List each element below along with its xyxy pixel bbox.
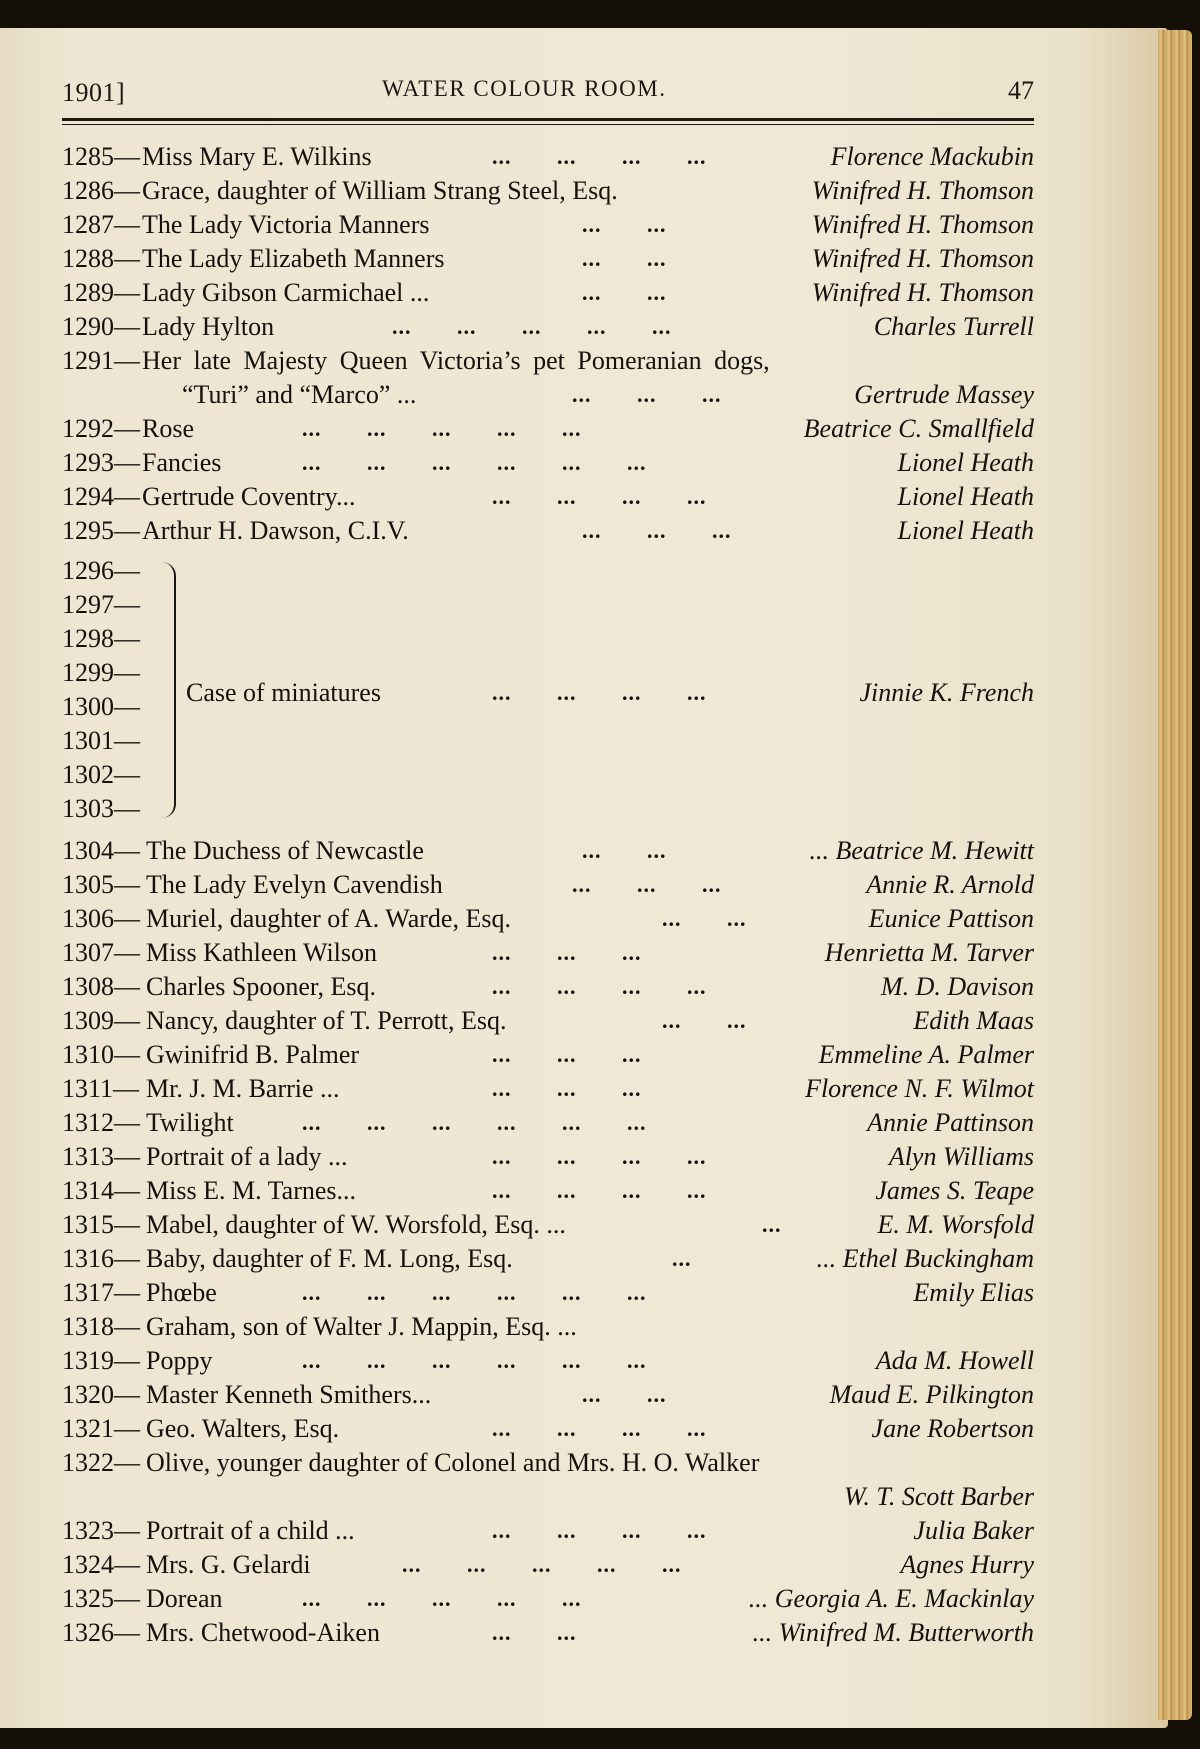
entry-number: 1289— [62,278,140,307]
catalogue-entry [62,1174,1034,1207]
leader-dots: ... ... ... ... ... [402,1552,682,1577]
leader-dots: ... ... ... ... ... ... [302,1348,647,1373]
entry-number: 1306— [62,904,140,933]
entry-artist: ... Ethel Buckingham [816,1244,1034,1273]
entry-title: Fancies [142,448,222,477]
catalogue-entry [62,276,1034,309]
entry-number: 1310— [62,1040,140,1069]
entry-title: Gwinifrid B. Palmer [146,1040,360,1069]
entry-number: 1313— [62,1142,140,1171]
entry-title: Nancy, daughter of T. Perrott, Esq. [146,1006,507,1035]
entry-title: Miss Mary E. Wilkins [142,142,372,171]
entry-number: 1305— [62,870,140,899]
group-number: 1298— [62,624,140,653]
group-number: 1296— [62,556,140,585]
entry-title: The Duchess of Newcastle [146,836,424,865]
entry-artist: Florence N. F. Wilmot [805,1074,1034,1103]
group-number: 1299— [62,658,140,687]
entry-artist: Winifred H. Thomson [811,176,1034,205]
group-entry [62,676,1034,709]
entry-artist: Winifred H. Thomson [811,278,1034,307]
entry-title: Lady Gibson Carmichael ... [142,278,430,307]
catalogue-entry [62,936,1034,969]
entry-number: 1317— [62,1278,140,1307]
group-number: 1303— [62,794,140,823]
entry-title: Her late Majesty Queen Victoria’s pet Pomeranian dogs, [142,346,770,375]
entry-artist: Henrietta M. Tarver [824,938,1034,967]
entry-number: 1304— [62,836,140,865]
group-number: 1302— [62,760,140,789]
leader-dots: ... ... ... ... ... ... [302,450,647,475]
leader-dots: ... ... [662,906,747,931]
leader-dots: ... ... [582,1382,667,1407]
entry-number: 1322— [62,1448,140,1477]
catalogue-entry [62,174,1034,207]
page-number: 47 [1008,76,1034,105]
leader-dots: ... ... ... [582,518,732,543]
entry-artist: Annie R. Arnold [866,870,1034,899]
header-title: WATER COLOUR ROOM. [382,76,667,101]
catalogue-entry [62,1514,1034,1547]
leader-dots: ... ... ... ... [492,680,707,705]
group-number: 1297— [62,590,140,619]
entry-artist: Annie Pattinson [867,1108,1034,1137]
entry-number: 1315— [62,1210,140,1239]
catalogue-entry [62,1072,1034,1105]
catalogue-entry [62,140,1034,173]
entry-title: Mrs. Chetwood-Aiken [146,1618,380,1647]
entry-title: Miss Kathleen Wilson [146,938,378,967]
entry-number: 1316— [62,1244,140,1273]
catalogue-entry [62,1412,1034,1445]
entry-number: 1308— [62,972,140,1001]
leader-dots: ... ... ... ... [492,1518,707,1543]
entry-artist: M. D. Davison [880,972,1034,1001]
entry-title: Poppy [146,1346,213,1375]
catalogue-entry [62,902,1034,935]
entry-artist: Ada M. Howell [875,1346,1034,1375]
catalogue-entry [62,1242,1034,1275]
leader-dots: ... ... [492,1620,577,1645]
entry-number: 1325— [62,1584,140,1613]
leader-dots: ... ... ... ... [492,1144,707,1169]
entry-number: 1286— [62,176,140,205]
entry-title: Portrait of a lady ... [146,1142,348,1171]
entry-title: Lady Hylton [142,312,275,341]
entry-artist: Julia Baker [913,1516,1034,1545]
entry-title: Rose [142,414,194,443]
entry-title: Phœbe [146,1278,217,1307]
catalogue-entry [62,1106,1034,1139]
leader-dots: ... ... ... [572,872,722,897]
catalogue-entry [62,1582,1034,1615]
header-rule-thin [62,124,1034,125]
leader-dots: ... ... ... ... ... [302,416,582,441]
entry-artist: Agnes Hurry [900,1550,1034,1579]
catalogue-entry [62,1310,1034,1343]
entry-artist: ... Georgia A. E. Mackinlay [748,1584,1034,1613]
entry-artist: Charles Turrell [873,312,1034,341]
entry-title: Geo. Walters, Esq. [146,1414,340,1443]
entry-artist: Jane Robertson [871,1414,1034,1443]
entry-number: 1323— [62,1516,140,1545]
catalogue-entry [62,310,1034,343]
entry-artist: Emily Elias [913,1278,1034,1307]
entry-title: Mrs. G. Gelardi [146,1550,311,1579]
entry-artist: ... Winifred M. Butterworth [752,1618,1034,1647]
catalogue-entry [62,1038,1034,1071]
entry-number: 1326— [62,1618,140,1647]
entry-artist: Winifred H. Thomson [811,210,1034,239]
entry-artist: Maud E. Pilkington [829,1380,1034,1409]
catalogue-entry [62,242,1034,275]
entry-title: Grace, daughter of William Strang Steel, Esq. [142,176,618,205]
entry-artist: Alyn Williams [888,1142,1034,1171]
entry-artist: Beatrice C. Smallfield [803,414,1034,443]
entry-artist: Lionel Heath [897,516,1034,545]
catalogue-entry [62,1616,1034,1649]
entry-number: 1318— [62,1312,140,1341]
entry-artist: Lionel Heath [897,448,1034,477]
catalogue-entry [62,446,1034,479]
catalogue-entry [62,208,1034,241]
catalogue-entry-continued [62,378,1034,411]
entry-artist: Emmeline A. Palmer [818,1040,1034,1069]
entry-number: 1321— [62,1414,140,1443]
leader-dots: ... ... ... [492,1042,642,1067]
entry-title: Baby, daughter of F. M. Long, Esq. [146,1244,513,1273]
leader-dots: ... ... ... ... [492,144,707,169]
leader-dots: ... ... ... ... ... [392,314,672,339]
entry-title: Gertrude Coventry... [142,482,356,511]
catalogue-entry [62,1378,1034,1411]
entry-title: The Lady Evelyn Cavendish [146,870,443,899]
entry-number: 1312— [62,1108,140,1137]
group-artist: Jinnie K. French [859,678,1034,707]
entry-title: Charles Spooner, Esq. [146,972,377,1001]
entry-number: 1287— [62,210,140,239]
leader-dots: ... ... ... ... [492,1178,707,1203]
entry-artist: James S. Teape [875,1176,1034,1205]
entry-number: 1285— [62,142,140,171]
entry-title: The Lady Victoria Manners [142,210,430,239]
leader-dots: ... ... ... ... ... ... [302,1110,647,1135]
page-edges [1158,30,1192,1720]
entry-artist: Florence Mackubin [830,142,1034,171]
leader-dots: ... ... [582,280,667,305]
leader-dots: ... ... [582,212,667,237]
entry-artist: Lionel Heath [897,482,1034,511]
entry-artist: W. T. Scott Barber [844,1482,1034,1511]
catalogue-entry [62,868,1034,901]
entry-number: 1293— [62,448,140,477]
entry-number: 1320— [62,1380,140,1409]
entry-title: The Lady Elizabeth Manners [142,244,445,273]
running-header [62,70,1036,106]
catalogue-entry [62,1004,1034,1037]
leader-dots: ... ... ... [572,382,722,407]
entry-title: Twilight [146,1108,234,1137]
leader-dots: ... ... ... [492,1076,642,1101]
entry-number: 1294— [62,482,140,511]
entry-title: Miss E. M. Tarnes... [146,1176,357,1205]
entry-number: 1295— [62,516,140,545]
entry-number: 1291— [62,346,140,375]
catalogue-entry [62,480,1034,513]
catalogue-entry [62,344,1034,377]
leader-dots: ... ... [662,1008,747,1033]
catalogue-entry [62,1344,1034,1377]
entry-number: 1290— [62,312,140,341]
leader-dots: ... ... ... ... [492,484,707,509]
catalogue-entry [62,1548,1034,1581]
entry-title: Dorean [146,1584,223,1613]
entry-number: 1307— [62,938,140,967]
entry-title: Olive, younger daughter of Colonel and Mrs. H. O. Walker [146,1448,760,1477]
entry-title-continued: “Turi” and “Marco” ... [182,380,417,409]
leader-dots: ... ... [582,838,667,863]
entry-number: 1292— [62,414,140,443]
catalogue-entry-continued [62,1480,1034,1513]
catalogue-entry [62,412,1034,445]
leader-dots: ... ... ... ... [492,1416,707,1441]
entry-number: 1319— [62,1346,140,1375]
leader-dots: ... [672,1246,692,1271]
leader-dots: ... [762,1212,782,1237]
entry-title: Mr. J. M. Barrie ... [146,1074,340,1103]
group-number: 1300— [62,692,140,721]
catalogue-entry [62,970,1034,1003]
leader-dots: ... ... ... ... [492,974,707,999]
header-year: 1901] [62,78,126,107]
catalogue-entry [62,1140,1034,1173]
entry-artist: Eunice Pattison [868,904,1034,933]
entry-artist: Edith Maas [913,1006,1034,1035]
entry-title: Portrait of a child ... [146,1516,355,1545]
catalogue-entry [62,514,1034,547]
catalogue-entry [62,1446,1034,1479]
group-number: 1301— [62,726,140,755]
leader-dots: ... ... ... ... ... [302,1586,582,1611]
group-title: Case of miniatures [186,678,381,707]
entry-title: Arthur H. Dawson, C.I.V. [142,516,409,545]
leader-dots: ... ... ... [492,940,642,965]
entry-number: 1314— [62,1176,140,1205]
header-rule-thick [62,118,1034,121]
entry-number: 1309— [62,1006,140,1035]
catalogue-entry [62,1276,1034,1309]
leader-dots: ... ... ... ... ... ... [302,1280,647,1305]
entry-artist: E. M. Worsfold [877,1210,1034,1239]
entry-title: Mabel, daughter of W. Worsfold, Esq. ... [146,1210,566,1239]
entry-number: 1311— [62,1074,140,1103]
entry-title: Graham, son of Walter J. Mappin, Esq. ... [146,1312,577,1341]
catalogue-entry [62,834,1034,867]
entry-number: 1324— [62,1550,140,1579]
entry-number: 1288— [62,244,140,273]
entry-artist: Gertrude Massey [854,380,1034,409]
entry-artist: ... Beatrice M. Hewitt [809,836,1034,865]
entry-artist: Winifred H. Thomson [811,244,1034,273]
entry-title: Master Kenneth Smithers... [146,1380,432,1409]
catalogue-entry [62,1208,1034,1241]
entry-title: Muriel, daughter of A. Warde, Esq. [146,904,511,933]
leader-dots: ... ... [582,246,667,271]
